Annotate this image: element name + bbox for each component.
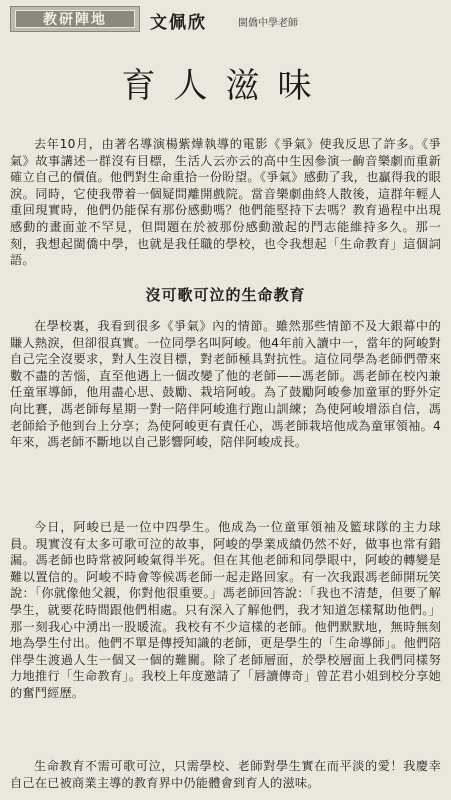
section-subheading: 沒可歌可泣的生命教育: [145, 286, 306, 304]
column-tag: 教研陣地: [15, 10, 135, 28]
author-name: 文佩欣: [150, 13, 207, 33]
author-role: 閩僑中學老師: [238, 18, 298, 29]
paragraph-intro: 去年10月，由著名導演楊紫燁執導的電影《爭氣》使我反思了許多。《爭氣》故事講述一群沒有目標，生活人云亦云的高中生因參演一齣音樂劇而重新確立自己的價值。他們對生命重拾一份盼望。《爭氣》感動了我，也贏得我的眼淚。同時，它使我帶着一個疑問離開戲院。當音樂劇曲終人散後，這群年輕人重回現實時，他們仍能保有那份感動嗎？他們能堅持下去嗎？教育過程中出現感動的畫面並不罕見，但問題在於被那份感動激起的鬥志能維持多久。那一刻，我想起閩僑中學，也就是我任職的學校，也令我想起「生命教育」這個詞語。: [10, 137, 441, 268]
paragraph-today: 今日，阿峻已是一位中四學生。他成為一位童軍領袖及籃球隊的主力球員。現實沒有太多可歌可泣的故事，阿峻的學業成績仍然不好，做事也常有錯漏。馮老師也時常被阿峻氣得半死。但在其他老師和同學眼中，阿峻的轉變是難以置信的。阿峻不時會等候馮老師一起走路回家。有一次我跟馮老師開玩笑說：「你就像他父親，你對他很重要。」馮老師回答說：「我也不清楚，但要了解學生，就要花時間跟他們相處。只有深入了解他們，我才知道怎樣幫助他們。」那一刻我心中湧出一股暖流。我校有不少這樣的老師。他們默默地，無時無刻地為學生付出。他們不單是傳授知識的老師，更是學生的「生命導師」。他們陪伴學生渡過人生一個又一個的難關。除了老師層面，於學校層面上我們同樣努力地推行「生命教育」。我校上年度邀請了「唇讀傳奇」曾芷君小姐到校分享她的奮鬥經歷。: [10, 520, 441, 700]
column-tag-frame: [10, 6, 140, 32]
article-title: 育人滋味: [121, 66, 330, 106]
paragraph-story: 在學校裏，我看到很多《爭氣》內的情節。雖然那些情節不及大銀幕中的賺人熱淚，但卻很真實。一位同學名叫阿峻。他4年前入讀中一，當年的阿峻對自己完全沒要求，對人生沒目標，對老師極具對抗性。這位同學為老師們帶來數不盡的苦惱，直至他遇上一個改變了他的老師——馮老師。馮老師在校內兼任童軍導師，他用盡心思、鼓勵、栽培阿峻。為了鼓勵阿峻參加童軍的野外定向比賽，馮老師每星期一對一陪伴阿峻進行跑山訓練；為使阿峻增添自信，馮老師給予他到台上分享；為使阿峻更有責任心，馮老師栽培他成為童軍領袖。4年來，馮老師不斷地以自己影響阿峻，陪伴阿峻成長。: [10, 319, 441, 450]
column-header: [10, 6, 441, 34]
paragraph-conclusion: 生命教育不需可歌可泣，只需學校、老師對學生實在而平淡的愛！我慶幸自己在已被商業主導的教育界中仍能體會到育人的滋味。: [10, 759, 441, 790]
